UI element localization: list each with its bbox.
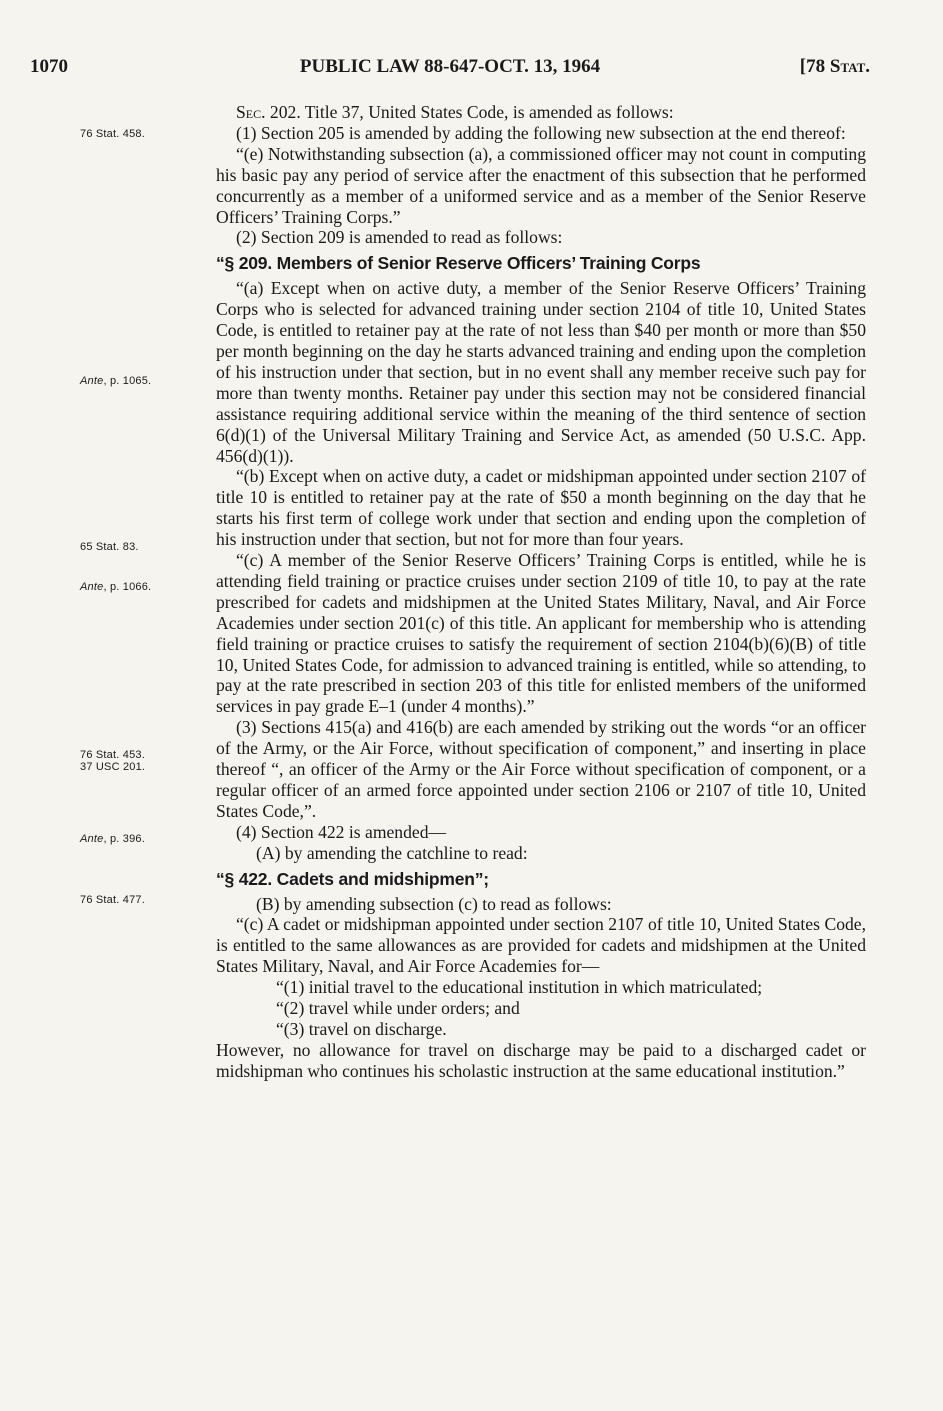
margin-note-76-stat-453: 76 Stat. 453. 37 USC 201. (80, 749, 146, 773)
margin-note-65-stat-83: 65 Stat. 83. (80, 541, 139, 553)
paragraph: “(b) Except when on active duty, a cadet or midshipman appointed under section 2107 of title 10 is entitled to retainer pay at the rate of $50 a month beginning on the day that he starts his first term of college work under that section and ending upon the completion of his instruction under that section, but not for more than four years. (216, 466, 866, 550)
paragraph: (B) by amending subsection (c) to read as follows: (256, 893, 612, 914)
margin-note-ante-396: Ante, p. 396. (80, 833, 145, 845)
margin-note-ante-1066: Ante, p. 1066. (80, 581, 152, 593)
document-body (216, 102, 866, 1082)
list-item: “(2) travel while under orders; and (276, 998, 520, 1019)
page-header (30, 56, 870, 86)
paragraph: “(e) Notwithstanding subsection (a), a commissioned officer may not count in computing his basic pay any period of service after the enactment of this subsection that he performed concurrently as a member of a uniformed service and as a member of the Senior Reserve Officers’ Training Corps.” (216, 143, 866, 227)
paragraph: “(c) A member of the Senior Reserve Officers’ Training Corps is entitled, while he is attending field training or practice cruises under section 2109 of title 10, to pay at the rate prescribed for cadets and midshipmen at the United States Military, Naval, and Air Force Academies under section 201(c) of this title. An applicant for membership who is attending field training or practice cruises to satisfy the requirement of section 2104(b)(6)(B) of title 10, United States Code, for admission to advanced training is entitled, while so attending, to pay at the rate prescribed in section 203 of this title for enlisted members of the uniformed services in pay grade E–1 (under 4 months).” (216, 550, 866, 717)
section-209-heading: “§ 209. Members of Senior Reserve Officers’ Training Corps (216, 253, 701, 274)
page-number: 1070 (30, 56, 68, 77)
margin-note-76-stat-477: 76 Stat. 477. (80, 894, 145, 906)
paragraph: However, no allowance for travel on discharge may be paid to a discharged cadet or midshipman who continues his scholastic instruction at the same educational institution.” (216, 1039, 866, 1081)
section-202-intro: Sec. 202. Title 37, United States Code, is amended as follows: (236, 102, 674, 122)
paragraph: (3) Sections 415(a) and 416(b) are each amended by striking out the words “or an officer of the Army, or the Air Force, without specification of component,” and inserting in place thereof “, an officer of the Army or the Air Force without specification of component, or a regular officer of an armed force appointed under section 2106 or 2107 of title 10, United States Code,”. (216, 717, 866, 821)
statute-volume: [78 Stat. (799, 56, 870, 77)
section-422-heading: “§ 422. Cadets and midshipmen”; (216, 868, 489, 889)
paragraph: (4) Section 422 is amended— (236, 821, 447, 842)
paragraph: “(a) Except when on active duty, a member of the Senior Reserve Officers’ Training Corps who is selected for advanced training under section 2104 of title 10, United States Code, is entitled to retainer pay at the rate of not less than $40 per month or more than $50 per month beginning on the day he starts advanced training and ending upon the completion of his instruction under that section, but in no event shall any member receive such pay for more than twenty months. Retainer pay under this section may not be considered financial assistance requiring additional service within the meaning of the third sentence of section 6(d)(1) of the Universal Military Training and Service Act, as amended (50 U.S.C. App. 456(d)(1)). (216, 278, 866, 466)
paragraph: (A) by amending the catchline to read: (256, 842, 528, 863)
margin-note-76-stat-458: 76 Stat. 458. (80, 128, 145, 140)
margin-note-ante-1065: Ante, p. 1065. (80, 375, 152, 387)
list-item: “(1) initial travel to the educational institution in which matriculated; (276, 977, 763, 998)
paragraph: “(c) A cadet or midshipman appointed under section 2107 of title 10, United States Code, is entitled to the same allowances as are provided for cadets and midshipmen at the United States Military, Naval, and Air Force Academies for— (216, 914, 866, 977)
paragraph: (1) Section 205 is amended by adding the following new subsection at the end thereof: (236, 122, 846, 143)
paragraph: (2) Section 209 is amended to read as follows: (236, 227, 563, 248)
running-title: PUBLIC LAW 88-647-OCT. 13, 1964 (299, 56, 601, 77)
list-item: “(3) travel on discharge. (276, 1018, 447, 1039)
